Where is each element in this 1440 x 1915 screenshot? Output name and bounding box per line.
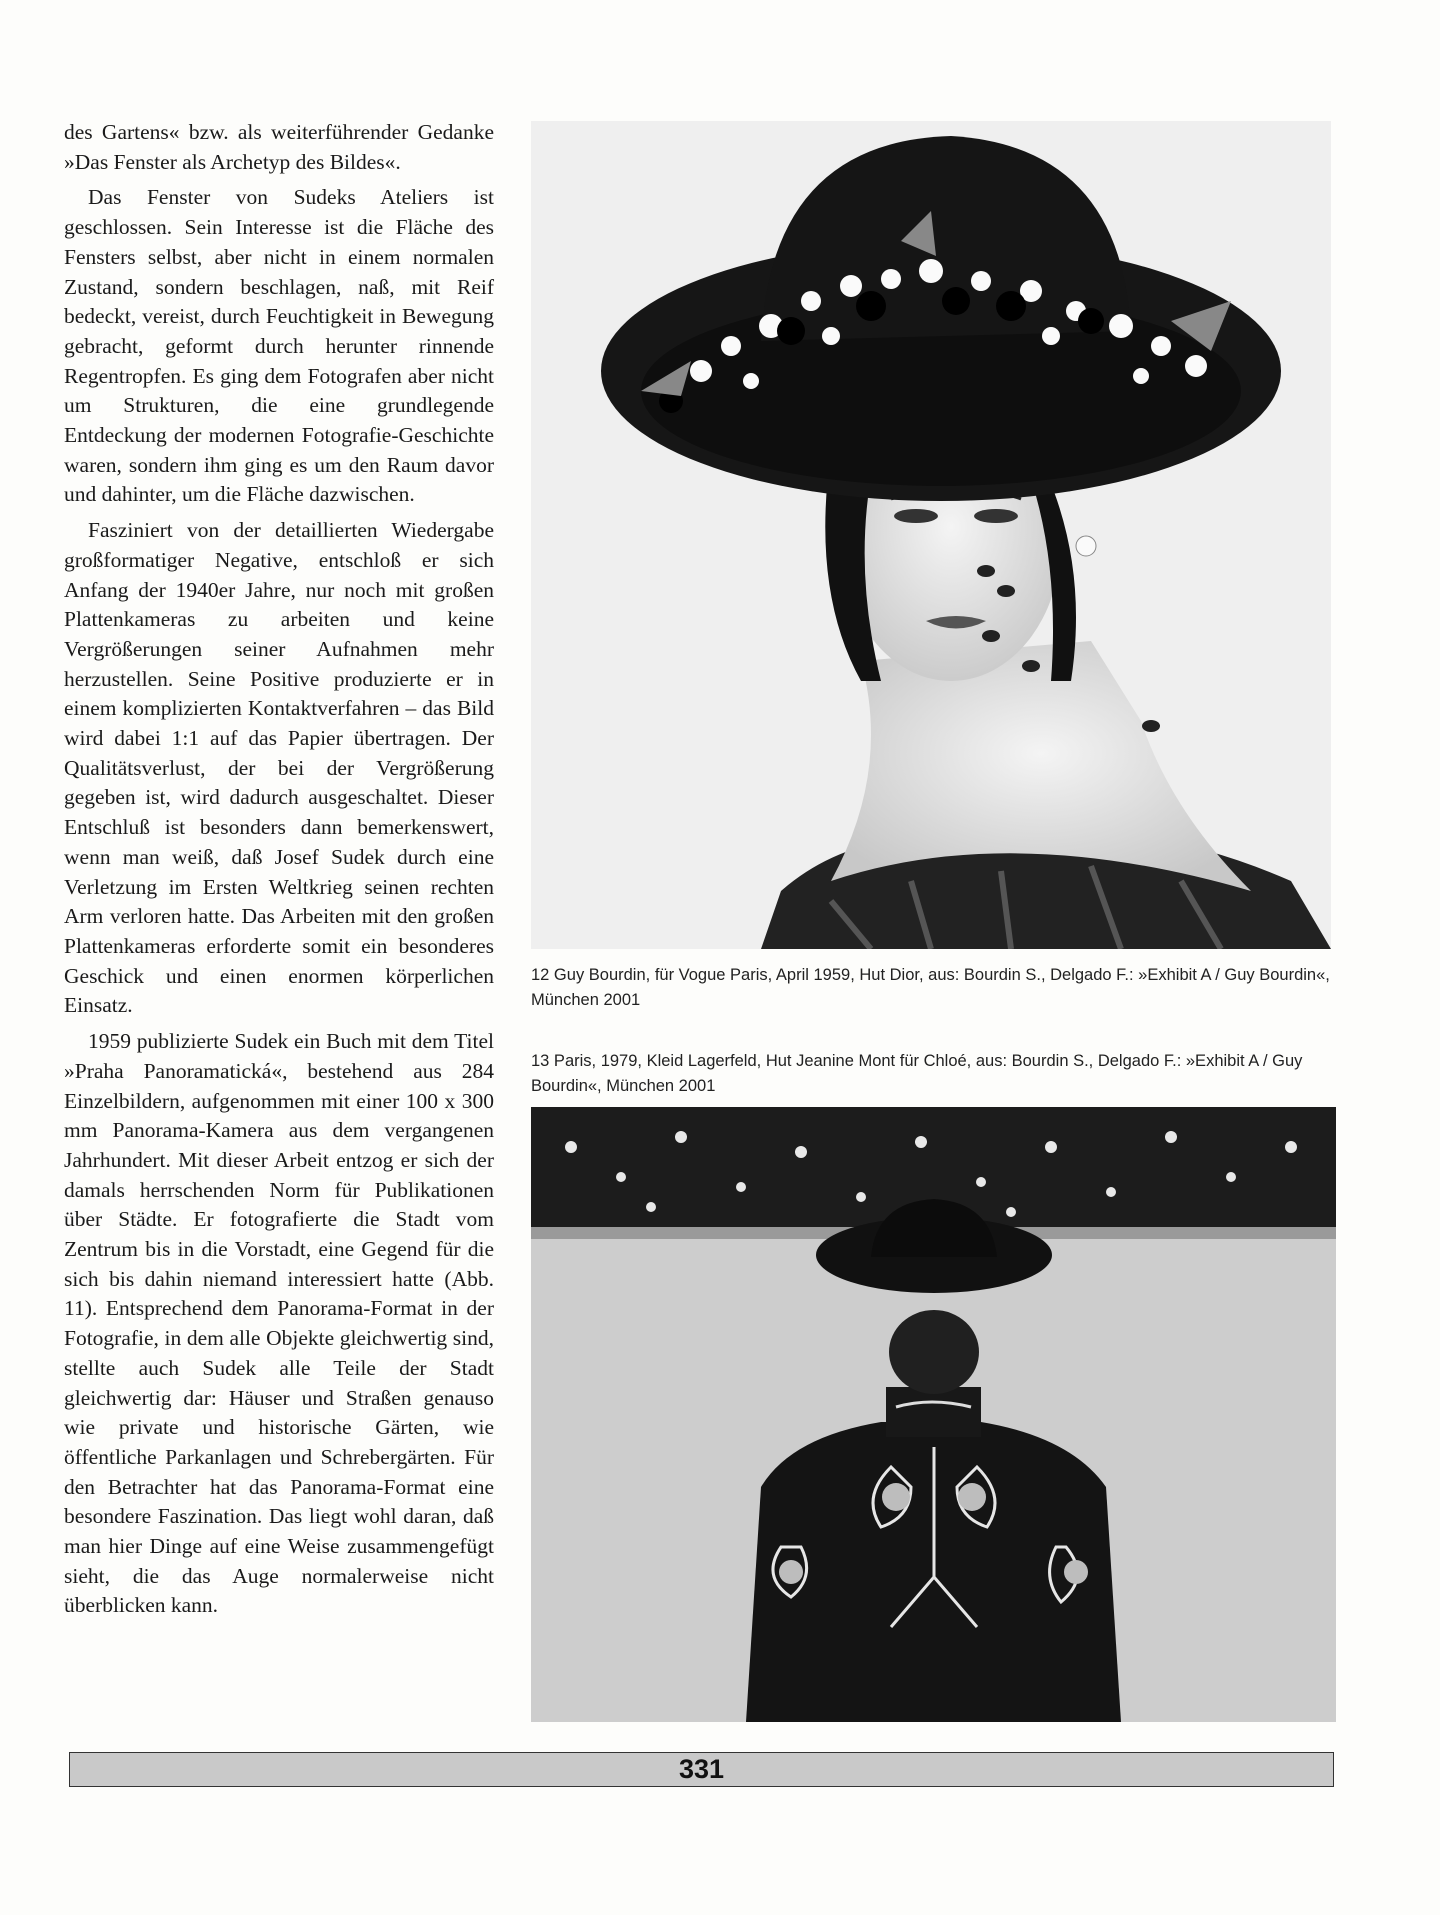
figure-12-photo [531, 121, 1331, 949]
figure-12-caption: 12 Guy Bourdin, für Vogue Paris, April 1959, Hut Dior, aus: Bourdin S., Delgado F.: »Exhibit A / Guy Bourdin«, München 2001 [531, 966, 1330, 1009]
body-text-column [64, 118, 494, 1621]
paragraph-1: des Gartens« bzw. als weiterführender Gedanke »Das Fenster als Archetyp des Bildes«. [64, 120, 494, 174]
figure-13-caption: 13 Paris, 1979, Kleid Lagerfeld, Hut Jeanine Mont für Chloé, aus: Bourdin S., Delgado F.: »Exhibit A / Guy Bourdin«, München 2001 [531, 1052, 1303, 1095]
paragraph-2: Das Fenster von Sudeks Ateliers ist geschlossen. Sein Interesse ist die Fläche des Fensters selbst, aber nicht in einem normalen Zustand, sondern beschlagen, naß, mit Reif bedeckt, vereist, durch Feuchtigkeit in Bewegung gebracht, geformt durch herunter rinnende Regentropfen. Es ging dem Fotografen aber nicht um Strukturen, die eine grundlegende Entdeckung der modernen Fotografie-Geschichte waren, sondern ihm ging es um den Raum davor und dahinter, um die Fläche dazwischen. [64, 185, 494, 507]
page-number: 331 [678, 1754, 725, 1784]
paragraph-4: 1959 publizierte Sudek ein Buch mit dem Titel »Praha Panoramatická«, bestehend aus 284 Einzelbildern, aufgenommen mit einer 100 x 300 mm Panorama-Kamera aus dem vergangenen Jahrhundert. Mit dieser Arbeit entzog er sich der damals herrschenden Norm für Publikationen über Städte. Er fotografierte die Stadt vom Zentrum bis in die Vorstadt, eine Gegend für die sich bis dahin niemand interessiert hatte (Abb. 11). Entsprechend dem Panorama-Format in der Fotografie, in dem alle Objekte gleichwertig sind, stellte auch Sudek alle Teile der Stadt gleichwertig dar: Häuser und Straßen genauso wie private und historische Gärten, wie öffentliche Parkanlagen und Schrebergärten. Für den Betrachter hat das Panorama-Format eine besondere Faszination. Das liegt wohl daran, daß man hier Dinge auf eine Weise zusammengefügt sieht, die das Auge normalerweise nicht überblicken kann. [64, 1029, 494, 1618]
page-number-bar [69, 1752, 1334, 1787]
figure-13-photo [531, 1107, 1336, 1722]
paragraph-3: Fasziniert von der detaillierten Wiedergabe großformatiger Negative, entschloß er sich Anfang der 1940er Jahre, nur noch mit großen Plattenkameras zu arbeiten und keine Vergrößerungen seiner Aufnahmen mehr herzustellen. Seine Positive produzierte er in einem komplizierten Kontaktverfahren – das Bild wird dabei 1:1 auf das Papier übertragen. Der Qualitätsverlust, der bei der Vergrößerung gegeben ist, wird dadurch ausgeschaltet. Dieser Entschluß ist besonders dann bemerkenswert, wenn man weiß, daß Josef Sudek durch eine Verletzung im Ersten Weltkrieg seinen rechten Arm verloren hatte. Das Arbeiten mit den großen Plattenkameras erforderte somit ein besonderes Geschick und einen enormen körperlichen Einsatz. [64, 518, 494, 1018]
